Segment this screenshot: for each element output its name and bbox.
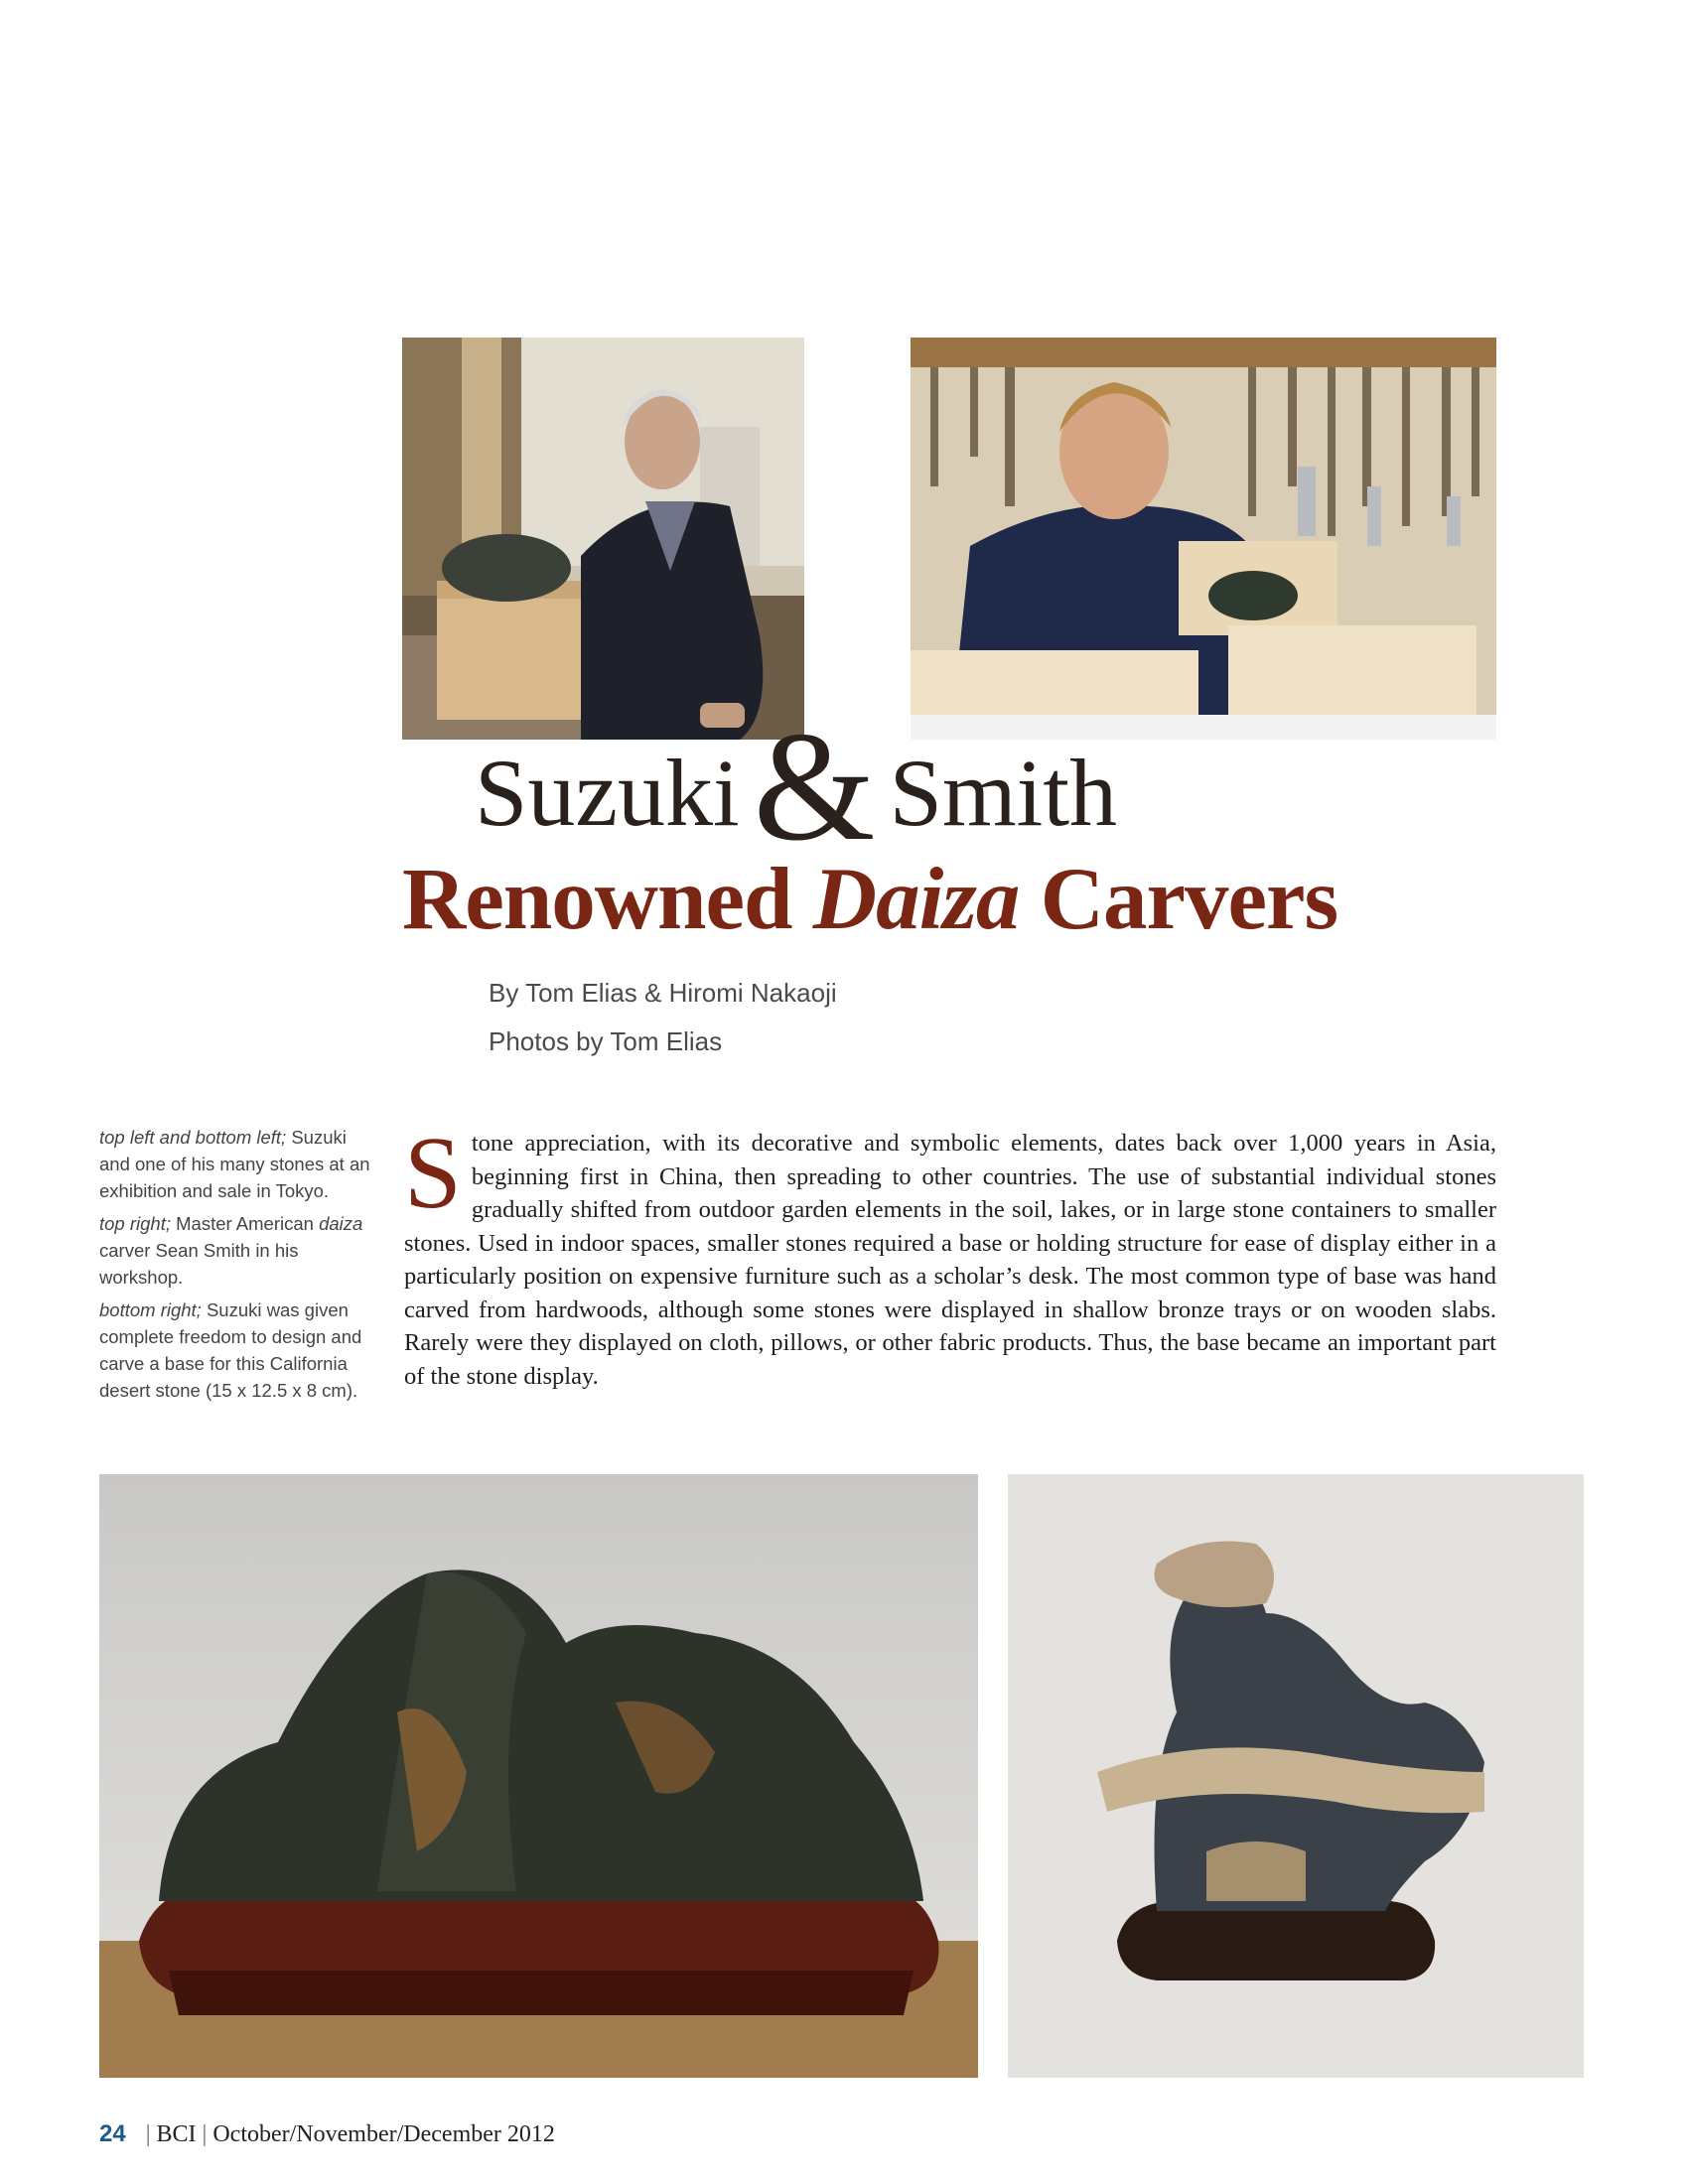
caption-text: Master American xyxy=(171,1213,320,1234)
caption-italic-word: daiza xyxy=(319,1213,363,1234)
photo-suzuki-portrait xyxy=(402,338,804,740)
publication-name: BCI xyxy=(156,2121,197,2147)
page-number: 24 xyxy=(99,2120,126,2147)
footer-separator: | xyxy=(145,2121,151,2147)
subtitle-part1: Renowned xyxy=(402,851,813,948)
title-names xyxy=(475,695,1117,874)
photo-smith-workshop xyxy=(911,338,1496,740)
page-footer xyxy=(99,2120,555,2148)
photo-captions xyxy=(99,1124,372,1410)
caption-text: Suzuki and one of his many stones at an exhibition and sale in Tokyo. xyxy=(99,1127,370,1201)
caption-top-right xyxy=(99,1210,372,1291)
title-ampersand: & xyxy=(753,700,876,874)
article-subtitle xyxy=(402,849,1337,950)
caption-label: bottom right; xyxy=(99,1299,202,1320)
byline-authors: By Tom Elias & Hiromi Nakaoji xyxy=(489,978,837,1008)
title-smith: Smith xyxy=(889,740,1117,846)
subtitle-part2: Carvers xyxy=(1019,851,1338,948)
footer-separator: | xyxy=(202,2121,208,2147)
caption-label: top left and bottom left; xyxy=(99,1127,287,1148)
issue-date: October/November/December 2012 xyxy=(212,2121,555,2147)
byline-photos: Photos by Tom Elias xyxy=(489,1026,723,1056)
caption-text: Suzuki was given complete freedom to design and carve a base for this California desert stone (15 x 12.5 x 8 cm). xyxy=(99,1299,362,1401)
caption-top-left xyxy=(99,1124,372,1204)
article-body xyxy=(404,1116,1496,1393)
dropcap: S xyxy=(404,1116,462,1230)
body-paragraph: tone appreciation, with its decorative and symbolic elements, dates back over 1,000 years in Asia, beginning first in China, then spreading to other countries. The use of substantial individual stones gradually shifted from outdoor garden elements in the soil, lakes, or in large stone containers to smaller stones. Used in indoor spaces, smaller stones required a base or holding structure for ease of display either in a particularly position on expensive furniture such as a scholar’s desk. The most common type of base was hand carved from hardwoods, although some stones were displayed in shallow bronze trays or on wooden slabs. Rarely were they displayed on cloth, pillows, or other fabric products. Thus, the base became an important part of the stone display. xyxy=(404,1130,1496,1390)
photo-desert-stone-on-base xyxy=(1008,1474,1584,2078)
photo-dark-stone-on-base xyxy=(99,1474,978,2078)
caption-label: top right; xyxy=(99,1213,171,1234)
caption-bottom-right xyxy=(99,1297,372,1404)
subtitle-italic: Daiza xyxy=(812,851,1020,948)
caption-text: carver Sean Smith in his workshop. xyxy=(99,1240,299,1288)
title-suzuki: Suzuki xyxy=(475,740,740,846)
